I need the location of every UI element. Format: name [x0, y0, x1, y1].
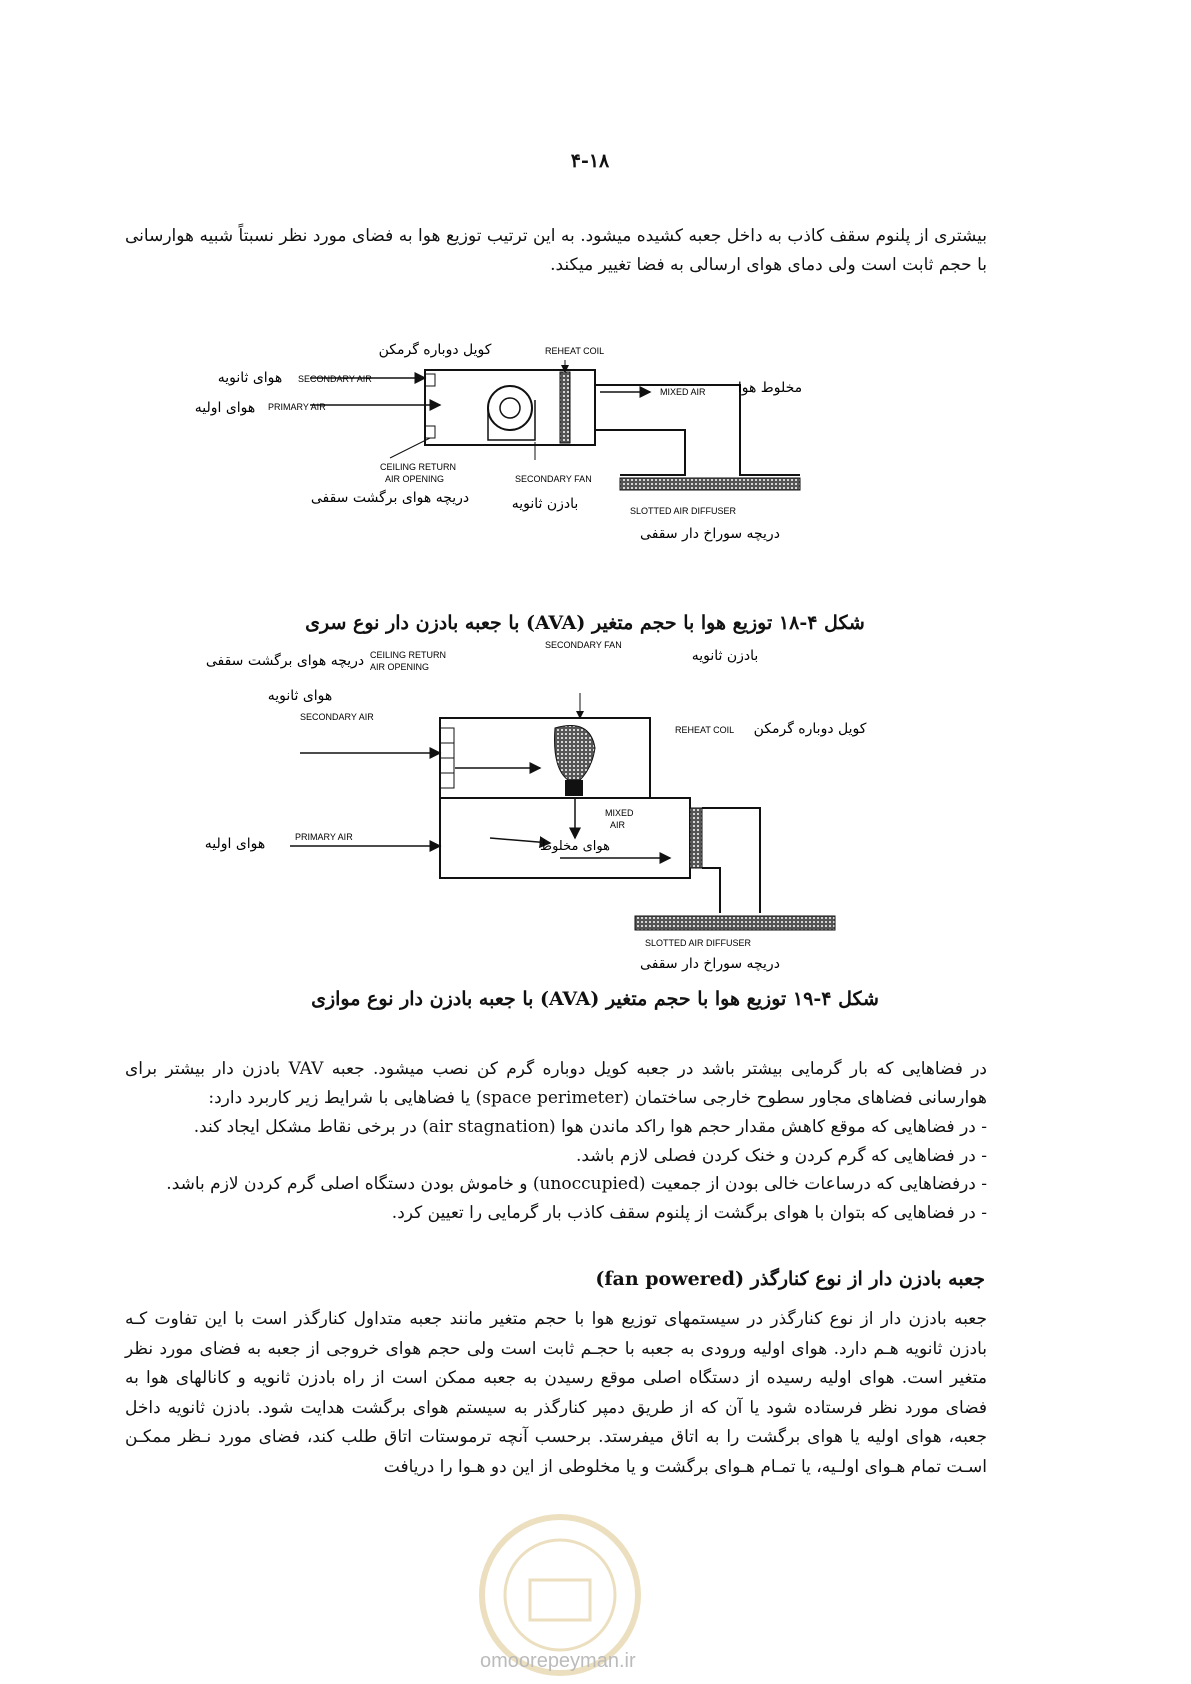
reheat-coil-icon	[560, 372, 570, 443]
list-item: - درفضاهایی که درساعات خالی بودن از جمعیت (unoccupied) و خاموش بودن دستگاه اصلی گرم کردن لازم باشد.	[166, 1174, 987, 1194]
mixed-air-fa-label: هوای مخلوط	[540, 839, 610, 854]
reheat-coil-icon	[690, 808, 702, 868]
slotted-diffuser-label: SLOTTED AIR DIFFUSER	[630, 506, 737, 516]
reheat-coil-label: REHEAT COIL	[675, 725, 735, 735]
ceiling-return-fa-label: دریچه هوای برگشت سقفی	[205, 653, 365, 669]
section-paragraph: جعبه بادزن دار از نوع کنارگذر در سیستمهای توزیع هوا با حجم متغیر مانند جعبه متداول کنارگذر است با این تفاوت کـه بادزن ثانویه هـم دارد. هوای اولیه ورودی به جعبه با حجـم ثابت است ولی حجم هوای خروجی از جعبه به فضای مورد نظر متغیر است. هوای اولیه رسیده از دستگاه اصلی موقع رسیدن به جعبه ممکن است از راه بادزن ثانویه و کانالهای هوا به فضای مورد نظر فرستاده شود یا آن که از طریق دمپر کنارگذر به سیستم هوای برگشت هدایت شود. بادزن ثانویه داخل جعبه، هوای اولیه یا هوای برگشت را به اتاق میفرستد. برحسب آنچه ترموستات اتاق طلب کند، فضای مورد نـظر ممکـن اسـت تمام هـوای اولـیه، یا تمـام هـوای برگشت و یا مخلوطی از این دو هـوا را دریافت	[125, 1309, 988, 1477]
reheat-coil-label: REHEAT COIL	[545, 346, 605, 356]
vav-paragraph: در فضاهایی که بار گرمایی بیشتر باشد در جعبه کویل دوباره گرم کن نصب میشود. جعبه VAV بادزن دار بیشتر برای هوارسانی فضاهای مجاور سطوح خارجی ساختمان (space perimeter) یا فضاهایی با شرایط زیر کاربرد دارد:	[125, 1059, 987, 1108]
mixed-air-label-1: MIXED	[605, 808, 634, 818]
slotted-diffuser-icon	[635, 916, 835, 930]
ceiling-return-fa-label: دریچه هوای برگشت سقفی	[310, 490, 470, 506]
secondary-air-fa-label: هوای ثانویه	[217, 370, 283, 386]
secondary-fan-label: SECONDARY FAN	[515, 474, 592, 484]
section-heading: جعبه بادزن دار از نوع کنارگذر (fan powered)	[595, 1268, 985, 1290]
list-item: - در فضاهایی که بتوان با هوای برگشت از پلنوم سقف کاذب بار گرمایی را تعیین کرد.	[391, 1202, 987, 1223]
secondary-fan-label: SECONDARY FAN	[545, 640, 622, 650]
figure-18-caption: شکل ۴-۱۸ توزیع هوا با حجم متغیر (AVA) با جعبه بادزن دار نوع سری	[305, 612, 865, 634]
list-item: - در فضاهایی که موقع کاهش مقدار حجم هوا راکد ماندن هوا (air stagnation) در برخی نقاط مشکل ایجاد کند.	[193, 1117, 987, 1137]
page-number: ۴-۱۸	[570, 150, 610, 172]
figure-18-diagram	[190, 330, 990, 560]
ceiling-return-label-2: AIR OPENING	[370, 662, 430, 672]
secondary-air-label: SECONDARY AIR	[300, 712, 374, 722]
secondary-fan-icon	[488, 386, 532, 430]
secondary-fan-fa-label: بادزن ثانویه	[691, 648, 759, 664]
reheat-coil-fa-label: کویل دوباره گرمکن	[753, 721, 867, 737]
secondary-air-label: SECONDARY AIR	[298, 374, 372, 384]
mixed-air-label-2: AIR	[610, 820, 626, 830]
primary-air-fa-label: هوای اولیه	[204, 836, 266, 852]
slotted-diffuser-fa-label: دریچه سوراخ دار سقفی	[640, 526, 780, 542]
figure-19-diagram	[200, 640, 1000, 972]
secondary-fan-icon	[555, 726, 595, 781]
reheat-coil-fa-label: کویل دوباره گرمکن	[378, 342, 492, 358]
mixed-air-fa-label: مخلوط هوا	[737, 380, 803, 396]
terminal-box	[440, 798, 690, 878]
conditions-list	[125, 1113, 987, 1227]
primary-air-fa-label: هوای اولیه	[194, 400, 256, 416]
slotted-diffuser-label: SLOTTED AIR DIFFUSER	[645, 938, 752, 948]
ceiling-return-label-1: CEILING RETURN	[370, 650, 447, 660]
secondary-air-fa-label: هوای ثانویه	[267, 688, 333, 704]
fan-section-box	[440, 718, 650, 798]
slotted-diffuser-fa-label: دریچه سوراخ دار سقفی	[640, 956, 780, 972]
ceiling-return-label-2: AIR OPENING	[385, 474, 445, 484]
list-item: - در فضاهایی که گرم کردن و خنک کردن فصلی لازم باشد.	[576, 1145, 987, 1166]
slotted-diffuser-icon	[620, 478, 800, 490]
watermark-text: omoorepeyman.ir	[480, 1650, 636, 1672]
secondary-fan-fa-label: بادزن ثانویه	[511, 496, 579, 512]
primary-air-label: PRIMARY AIR	[268, 402, 326, 412]
ceiling-return-label-1: CEILING RETURN	[380, 462, 457, 472]
figure-19-caption: شکل ۴-۱۹ توزیع هوا با حجم متغیر (AVA) با جعبه بادزن دار نوع موازی	[311, 988, 879, 1010]
intro-paragraph: بیشتری از پلنوم سقف کاذب به داخل جعبه کشیده میشود. به این ترتیب توزیع هوا به فضای مورد نظر نسبتاً شبیه هوارسانی با حجم ثابت است ولی دمای هوای ارسالی به فضا تغییر میکند.	[125, 226, 987, 275]
mixed-air-label: MIXED AIR	[660, 387, 706, 397]
primary-air-label: PRIMARY AIR	[295, 832, 353, 842]
